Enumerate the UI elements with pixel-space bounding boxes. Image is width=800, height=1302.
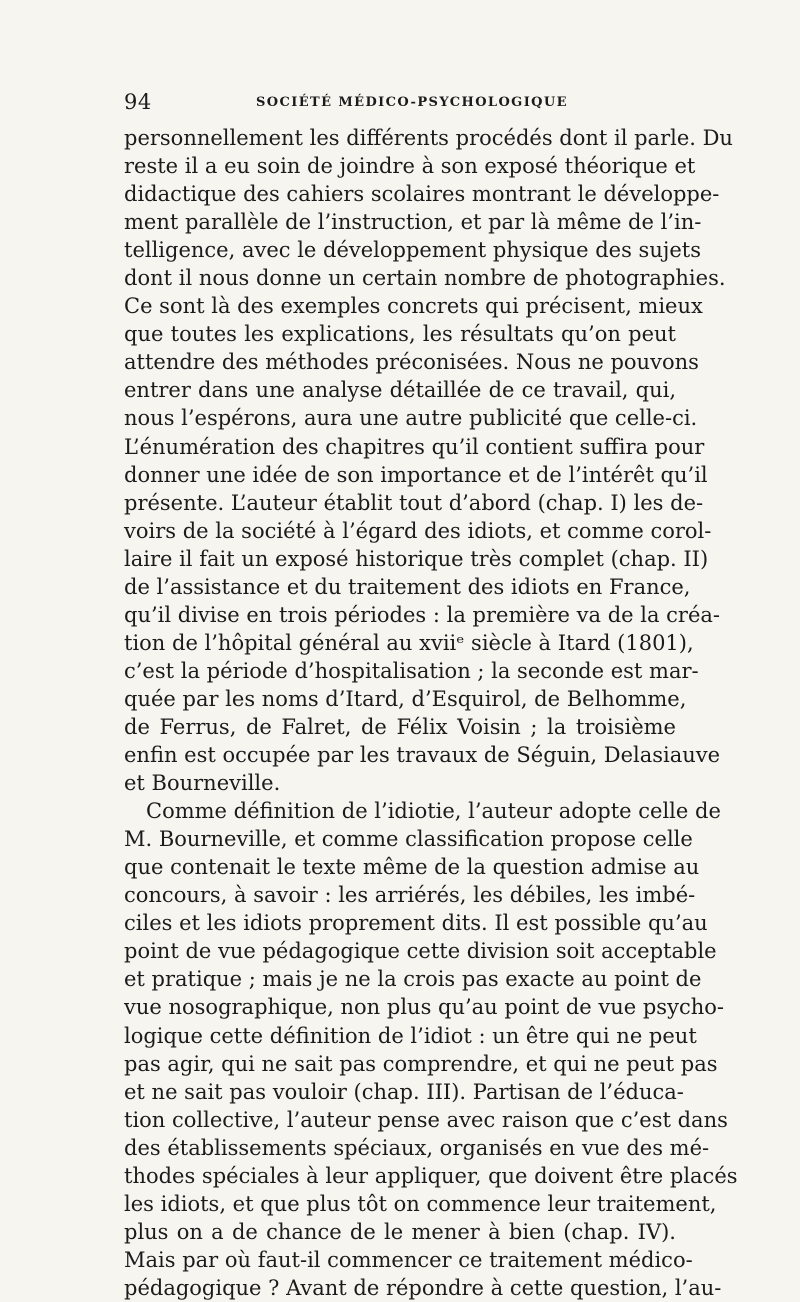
text-line: de l’assistance et du traitement des idiots en France, [124,574,691,599]
text-line: point de vue pédagogique cette division soit acceptable [124,939,717,964]
text-line: personnellement les différents procédés dont il parle. Du [124,126,733,150]
body-text [124,124,738,1302]
text-line: L’énumération des chapitres qu’il contient suffira pour [124,434,705,459]
text-line: ment parallèle de l’instruction, et par là même de l’in- [124,210,702,235]
text-line: telligence, avec le développement physique des sujets [124,238,702,263]
running-head: SOCIÉTÉ MÉDICO-PSYCHOLOGIQUE [256,95,568,110]
text-line: reste il a eu soin de joindre à son exposé théorique et [124,154,696,179]
text-line: qu’il divise en trois périodes : la première va de la créa- [124,602,721,627]
text-line: quée par les noms d’Itard, d’Esquirol, de Belhomme, [124,686,687,711]
text-line: concours, à savoir : les arriérés, les débiles, les imbé- [124,883,696,908]
text-line: et pratique ; mais je ne la crois pas exacte au point de [124,967,702,992]
text-line: tion de l’hôpital général au xviiᵉ siècle à Itard (1801), [124,630,694,655]
text-line: ciles et les idiots proprement dits. Il est possible qu’au [124,911,708,936]
text-line: laire il fait un exposé historique très complet (chap. II) [124,546,709,571]
text-line: nous l’espérons, aura une autre publicité que celle-ci. [124,406,698,431]
text-line: voirs de la société à l’égard des idiots, et comme corol- [124,518,712,543]
text-line: vue nosographique, non plus qu’au point de vue psycho- [124,995,724,1020]
text-line: donner une idée de son importance et de l’intérêt qu’il [124,462,708,487]
page-number: 94 [124,90,152,114]
text-line: M. Bourneville, et comme classification propose celle [124,827,693,852]
text-line: les idiots, et que plus tôt on commence leur traitement, [124,1191,717,1216]
text-line: Ce sont là des exemples concrets qui précisent, mieux [124,294,703,319]
text-line: et ne sait pas vouloir (chap. III). Partisan de l’éduca- [124,1079,684,1104]
text-line: attendre des méthodes préconisées. Nous ne pouvons [124,350,699,375]
text-line: que contenait le texte même de la question admise au [124,855,700,880]
page-header [124,90,676,116]
text-line: de Ferrus, de Falret, de Félix Voisin ; la troisième [124,714,676,739]
text-line: des établissements spéciaux, organisés en vue des mé- [124,1135,710,1160]
text-line: plus on a de chance de le mener à bien (chap. IV). [124,1219,676,1244]
text-line: logique cette définition de l’idiot : un être qui ne peut [124,1023,697,1048]
text-line: tion collective, l’auteur pense avec raison que c’est dans [124,1107,728,1132]
text-line: pas agir, qui ne sait pas comprendre, et qui ne peut pas [124,1051,718,1076]
text-line: thodes spéciales à leur appliquer, que doivent être placés [124,1163,738,1188]
text-line: c’est la période d’hospitalisation ; la seconde est mar- [124,658,699,683]
text-line: pédagogique ? Avant de répondre à cette question, l’au- [124,1275,722,1300]
text-line: enfin est occupée par les travaux de Séguin, Delasiauve [124,743,721,768]
text-line: entrer dans une analyse détaillée de ce travail, qui, [124,378,676,403]
text-line: présente. L’auteur établit tout d’abord (chap. I) les de- [124,490,704,515]
text-line: didactique des cahiers scolaires montrant le développe- [124,182,720,207]
text-line: dont il nous donne un certain nombre de photographies. [124,266,726,291]
text-line: Comme définition de l’idiotie, l’auteur adopte celle de [146,799,721,824]
text-line: que toutes les explications, les résultats qu’on peut [124,322,676,347]
text-line: et Bourneville. [124,771,281,796]
text-line: Mais par où faut-il commencer ce traitement médico- [124,1247,693,1272]
